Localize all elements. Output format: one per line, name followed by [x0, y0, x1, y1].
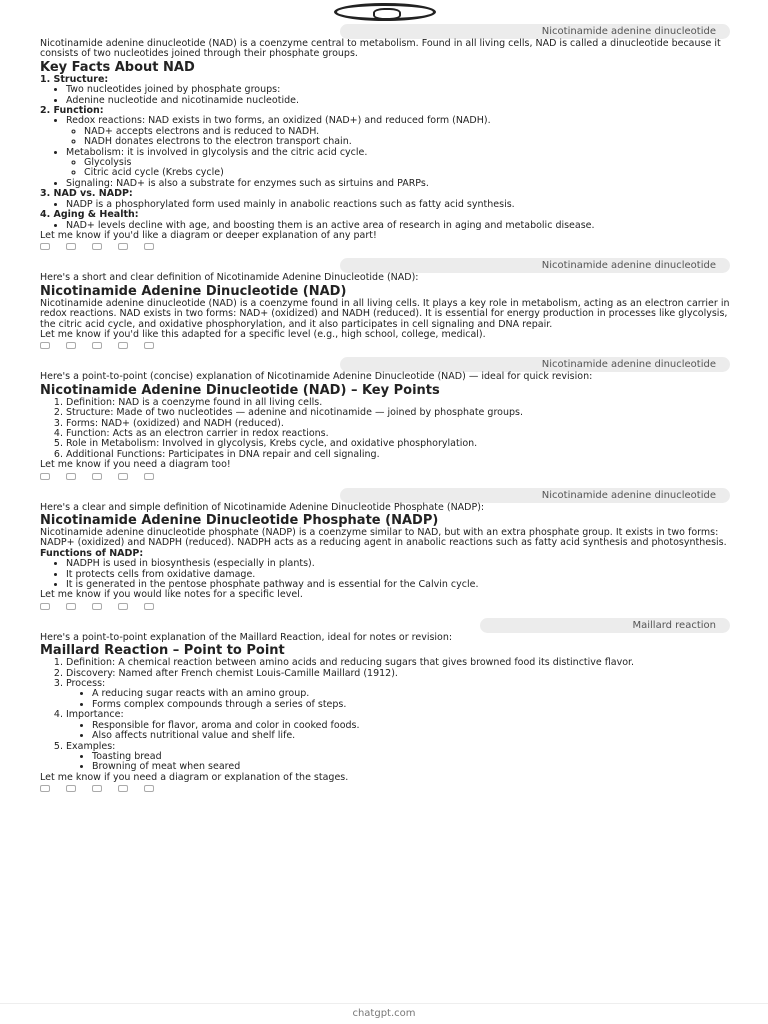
list-item — [66, 742, 730, 773]
response-heading: Key Facts About NAD — [40, 59, 195, 75]
assistant-response — [40, 39, 730, 250]
outro-text: Let me know if you'd like a diagram or deeper explanation of any part! — [40, 229, 377, 241]
thumbs-down-icon[interactable] — [92, 473, 102, 480]
page-footer: chatgpt.com — [0, 1003, 768, 1024]
sub-item: ◦ NADH donates electrons to the electron transport chain. — [84, 137, 730, 147]
list-item: 2. Discovery: Named after French chemist Louis-Camille Maillard (1912). — [66, 669, 730, 679]
thumbs-down-icon[interactable] — [92, 603, 102, 610]
outro-text: Let me know if you need a diagram or explanation of the stages. — [40, 771, 349, 783]
sub-item: • Toasting bread — [92, 752, 730, 762]
thumbs-down-icon[interactable] — [92, 785, 102, 792]
copy-icon[interactable] — [40, 342, 50, 349]
outro-text: Let me know if you would like notes for a specific level. — [40, 589, 303, 601]
logo — [334, 3, 436, 21]
paragraph: Nicotinamide adenine dinucleotide phosphate (NADP) is a coenzyme similar to NAD, but with an extra phosphate group. It exists in two forms: NADP+ (oxidized) and NADPH (reduced). NADPH acts as a reducing agent in anabolic reactions such as fatty acid synthesis and photosynthesis. — [40, 527, 727, 549]
copy-icon[interactable] — [40, 785, 50, 792]
intro-text: Nicotinamide adenine dinucleotide (NAD) is a coenzyme central to metabolism. Found in all living cells, NAD is called a dinucleotide because it consists of two nucleotides joined through their phosphate groups. — [40, 38, 721, 60]
user-message: Maillard reaction — [480, 618, 730, 633]
sub-item: • Forms complex compounds through a series of steps. — [92, 700, 730, 710]
intro-text: Here's a point-to-point explanation of the Maillard Reaction, ideal for notes or revision: — [40, 631, 453, 643]
numbered-list — [66, 398, 730, 460]
thumbs-up-icon[interactable] — [66, 342, 76, 349]
list-item: 4. Function: Acts as an electron carrier in redox reactions. — [66, 429, 730, 439]
copy-icon[interactable] — [40, 243, 50, 250]
regenerate-icon[interactable] — [144, 243, 154, 250]
chat-exchange — [40, 618, 730, 792]
sub-list — [92, 689, 730, 710]
sub-list — [92, 752, 730, 773]
list-item: • Adenine nucleotide and nicotinamide nucleotide. — [66, 96, 730, 106]
user-message: Nicotinamide adenine dinucleotide — [340, 258, 730, 273]
response-heading: Nicotinamide Adenine Dinucleotide (NAD) — [40, 283, 347, 299]
chat-exchange — [40, 24, 730, 250]
share-icon[interactable] — [118, 342, 128, 349]
section-heading: 3. NAD vs. NADP: — [40, 188, 133, 200]
section-heading: 4. Aging & Health: — [40, 209, 139, 221]
numbered-list — [66, 658, 730, 772]
message-actions — [40, 473, 730, 480]
response-heading: Maillard Reaction – Point to Point — [40, 643, 285, 659]
chat-exchange — [40, 357, 730, 479]
copy-icon[interactable] — [40, 473, 50, 480]
chat-thread — [40, 24, 730, 800]
outro-text: Let me know if you need a diagram too! — [40, 459, 231, 471]
list-item: • NADPH is used in biosynthesis (especially in plants). — [66, 559, 730, 569]
list-item: • NAD+ levels decline with age, and boosting them is an active area of research in aging and metabolic disease. — [66, 221, 730, 231]
bullet-list — [66, 116, 730, 189]
list-item: 1. Definition: NAD is a coenzyme found in all living cells. — [66, 398, 730, 408]
regenerate-icon[interactable] — [144, 342, 154, 349]
assistant-response — [40, 273, 730, 349]
list-item-text: Redox reactions: NAD exists in two forms, an oxidized (NAD+) and reduced form (NADH). — [66, 115, 491, 127]
list-item — [66, 116, 730, 147]
thumbs-down-icon[interactable] — [92, 243, 102, 250]
message-actions — [40, 603, 730, 610]
sub-list — [92, 721, 730, 742]
list-item: • It protects cells from oxidative damage. — [66, 570, 730, 580]
sub-item: • Responsible for flavor, aroma and color in cooked foods. — [92, 721, 730, 731]
thumbs-up-icon[interactable] — [66, 785, 76, 792]
list-item: 1. Definition: A chemical reaction between amino acids and reducing sugars that gives browned food its distinctive flavor. — [66, 658, 730, 668]
list-item-text: Importance: — [66, 709, 124, 721]
response-heading: Nicotinamide Adenine Dinucleotide (NAD) – Key Points — [40, 382, 440, 398]
sub-item: ◦ Glycolysis — [84, 158, 730, 168]
thumbs-up-icon[interactable] — [66, 473, 76, 480]
assistant-response — [40, 503, 730, 610]
section-heading: Functions of NADP: — [40, 547, 144, 559]
response-heading: Nicotinamide Adenine Dinucleotide Phosphate (NADP) — [40, 513, 439, 528]
list-item: • Two nucleotides joined by phosphate groups: — [66, 85, 730, 95]
thumbs-up-icon[interactable] — [66, 603, 76, 610]
list-item: • It is generated in the pentose phosphate pathway and is essential for the Calvin cycle. — [66, 580, 730, 590]
message-actions — [40, 243, 730, 250]
bullet-list — [66, 200, 730, 210]
list-item-text: Metabolism: it is involved in glycolysis and the citric acid cycle. — [66, 146, 368, 158]
regenerate-icon[interactable] — [144, 473, 154, 480]
outro-text: Let me know if you'd like this adapted for a specific level (e.g., high school, college, medical). — [40, 328, 486, 340]
list-item — [66, 148, 730, 179]
intro-text: Here's a clear and simple definition of Nicotinamide Adenine Dinucleotide Phosphate (NADP): — [40, 501, 485, 513]
assistant-response — [40, 372, 730, 479]
list-item: 3. Forms: NAD+ (oxidized) and NADH (reduced). — [66, 419, 730, 429]
regenerate-icon[interactable] — [144, 603, 154, 610]
intro-text: Here's a point-to-point (concise) explanation of Nicotinamide Adenine Dinucleotide (NAD) — ideal for quick revision: — [40, 371, 593, 383]
sub-item: • A reducing sugar reacts with an amino group. — [92, 689, 730, 699]
thumbs-up-icon[interactable] — [66, 243, 76, 250]
list-item: 2. Structure: Made of two nucleotides — adenine and nicotinamide — joined by phosphate groups. — [66, 408, 730, 418]
regenerate-icon[interactable] — [144, 785, 154, 792]
list-item — [66, 679, 730, 710]
list-item-text: Process: — [66, 678, 106, 690]
message-actions — [40, 342, 730, 349]
section-heading: 2. Function: — [40, 105, 104, 117]
message-actions — [40, 785, 730, 792]
sub-item: • Also affects nutritional value and shelf life. — [92, 731, 730, 741]
user-message: Nicotinamide adenine dinucleotide — [340, 488, 730, 503]
sub-list — [84, 127, 730, 148]
user-message: Nicotinamide adenine dinucleotide — [340, 24, 730, 39]
thumbs-down-icon[interactable] — [92, 342, 102, 349]
sub-item: • Browning of meat when seared — [92, 762, 730, 772]
list-item — [66, 710, 730, 741]
list-item: 5. Role in Metabolism: Involved in glycolysis, Krebs cycle, and oxidative phosphorylation. — [66, 439, 730, 449]
sub-item: ◦ NAD+ accepts electrons and is reduced to NADH. — [84, 127, 730, 137]
bullet-list — [66, 559, 730, 590]
list-item-text: Examples: — [66, 740, 116, 752]
share-icon[interactable] — [118, 243, 128, 250]
share-icon[interactable] — [118, 603, 128, 610]
share-icon[interactable] — [118, 473, 128, 480]
intro-text: Here's a short and clear definition of Nicotinamide Adenine Dinucleotide (NAD): — [40, 272, 419, 284]
bullet-list — [66, 85, 730, 106]
user-message: Nicotinamide adenine dinucleotide — [340, 357, 730, 372]
section-heading: 1. Structure: — [40, 73, 109, 85]
share-icon[interactable] — [118, 785, 128, 792]
chat-exchange — [40, 258, 730, 349]
sub-list — [84, 158, 730, 179]
list-item: 6. Additional Functions: Participates in DNA repair and cell signaling. — [66, 450, 730, 460]
sub-item: ◦ Citric acid cycle (Krebs cycle) — [84, 168, 730, 178]
chat-exchange — [40, 488, 730, 610]
assistant-response — [40, 633, 730, 792]
list-item: • NADP is a phosphorylated form used mainly in anabolic reactions such as fatty acid synthesis. — [66, 200, 730, 210]
list-item: • Signaling: NAD+ is also a substrate for enzymes such as sirtuins and PARPs. — [66, 179, 730, 189]
copy-icon[interactable] — [40, 603, 50, 610]
paragraph: Nicotinamide adenine dinucleotide (NAD) is a coenzyme found in all living cells. It plays a key role in metabolism, acting as an electron carrier in redox reactions. NAD exists in two forms: NAD+ (oxidized) and NADH (reduced). It is essential for energy production in processes like glycolysis, the citric acid cycle, and oxidative phosphorylation, and it also participates in cell signaling and DNA repair. — [40, 297, 730, 330]
